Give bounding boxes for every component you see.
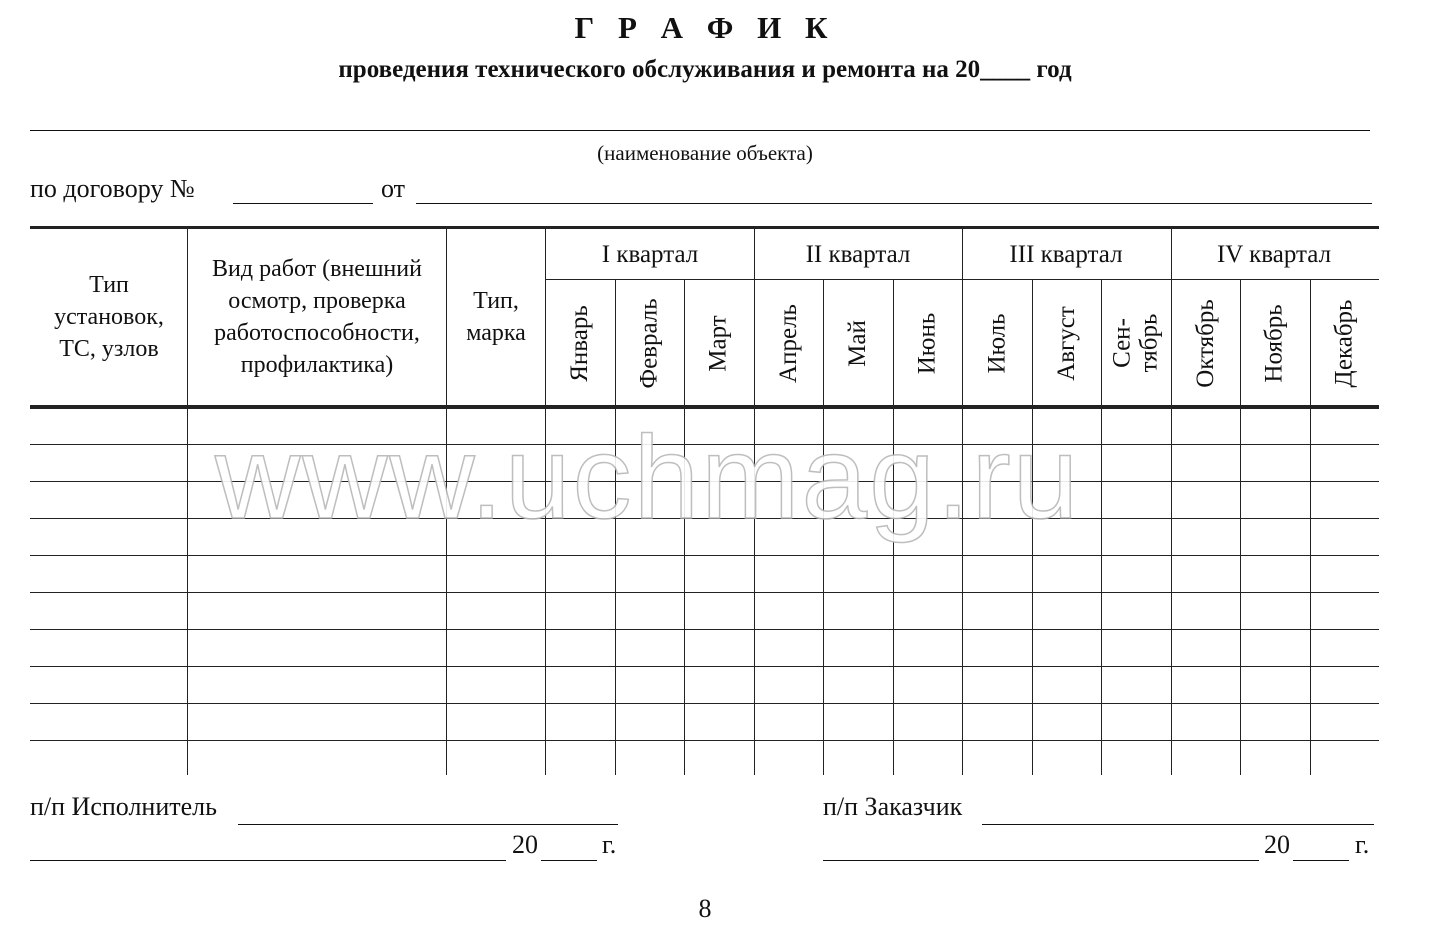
month-label: Апрель (774, 303, 802, 383)
customer-label: п/п Заказчик (823, 792, 963, 821)
month-label: Май (844, 319, 871, 367)
month-header (1240, 280, 1309, 406)
month-header (545, 280, 614, 406)
customer-date-line[interactable] (823, 834, 1259, 861)
contract-date-line[interactable] (416, 178, 1372, 204)
month-header (754, 280, 823, 406)
table-row[interactable] (30, 555, 1379, 556)
watermark: www.uchmag.ru (215, 412, 1081, 544)
executor-year-prefix: 20 (512, 830, 538, 859)
executor-year-line[interactable] (541, 834, 597, 861)
table-row[interactable] (30, 592, 1379, 593)
executor-year-suffix: г. (602, 830, 617, 859)
month-label: Март (704, 314, 732, 372)
month-header (823, 280, 892, 406)
page-number: 8 (698, 894, 712, 923)
table-row[interactable] (30, 629, 1379, 630)
table-row[interactable] (30, 740, 1379, 741)
quarter-3: III квартал (1009, 241, 1123, 268)
month-header (962, 280, 1031, 406)
month-label: Сен- тябрь (1108, 313, 1163, 373)
customer-signature-line[interactable] (982, 798, 1374, 825)
contract-label: по договору № (30, 174, 195, 203)
customer-year-prefix: 20 (1264, 830, 1290, 859)
executor-label: п/п Исполнитель (30, 792, 217, 821)
object-name-caption: (наименование объекта) (597, 141, 813, 165)
header-col-work: Вид работ (внешний осмотр, проверка работоспособности, профилактика) (212, 255, 422, 378)
contract-number-line[interactable] (233, 178, 373, 204)
page-title: Г Р А Ф И К (574, 10, 836, 45)
customer-year-suffix: г. (1355, 830, 1370, 859)
table-row[interactable] (30, 703, 1379, 704)
object-name-line[interactable] (30, 116, 1370, 131)
executor-signature-line[interactable] (238, 798, 618, 825)
quarter-1: I квартал (601, 241, 699, 268)
month-label: Ноябрь (1261, 303, 1289, 383)
header-col-brand: Тип, марка (466, 287, 526, 346)
month-label: Январь (566, 304, 593, 382)
header-col-type: Тип установок, ТС, узлов (54, 271, 164, 362)
customer-year-line[interactable] (1293, 834, 1349, 861)
month-label: Декабрь (1330, 299, 1358, 387)
month-header (1171, 280, 1240, 406)
month-header (1101, 280, 1170, 406)
month-header (1032, 280, 1101, 406)
month-label: Февраль (635, 297, 663, 389)
month-header (684, 280, 753, 406)
month-label: Июнь (913, 312, 941, 374)
table-row[interactable] (30, 666, 1379, 667)
month-header (1310, 280, 1379, 406)
page-subtitle: проведения технического обслуживания и ремонта на 20____ год (338, 56, 1072, 83)
quarter-2: II квартал (805, 241, 911, 268)
quarter-4: IV квартал (1216, 241, 1332, 268)
month-label: Август (1052, 305, 1080, 381)
month-label: Июль (983, 313, 1010, 373)
executor-date-line[interactable] (30, 834, 506, 861)
col-divider (187, 228, 188, 775)
month-header (893, 280, 962, 406)
contract-from-label: от (381, 174, 406, 203)
month-label: Октябрь (1191, 298, 1219, 388)
month-header (615, 280, 684, 406)
